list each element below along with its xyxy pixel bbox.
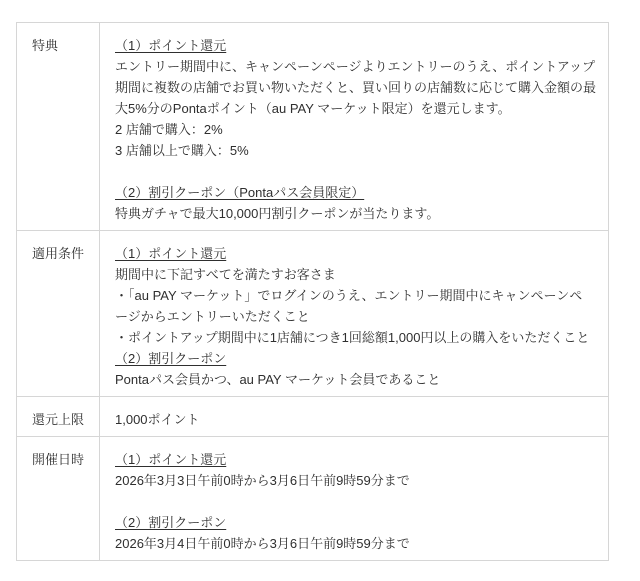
table-row-conditions [17, 231, 609, 397]
row-content-conditions [100, 231, 609, 397]
conditions-bullet-purchase-line: ・ポイントアップ期間中に1店舗につき1回総額1,000円以上の購入をいただくこと [115, 330, 590, 345]
benefits-coupon-heading: （2）割引クーポン（Pontaパス会員限定） [115, 185, 365, 200]
row-content-benefits [100, 23, 609, 231]
row-header-benefits: 特典 [17, 23, 100, 231]
schedule-coupon-period: 2026年3月4日午前0時から3月6日午前9時59分まで [115, 536, 410, 551]
conditions-desc-line: 期間中に下記すべてを満たすお客さま [115, 267, 336, 282]
row-header-conditions: 適用条件 [17, 231, 100, 397]
schedule-point-reward-period: 2026年3月3日午前0時から3月6日午前9時59分まで [115, 473, 410, 488]
benefits-coupon-desc: 特典ガチャで最大10,000円割引クーポンが当たります。 [115, 206, 440, 221]
blank-line [115, 161, 600, 182]
benefits-rate-3-stores: 3 店舗以上で購入：5% [115, 143, 249, 158]
row-content-reward-limit [100, 397, 609, 437]
table-row-schedule [17, 437, 609, 561]
benefits-rate-2-stores: 2 店舗で購入：2% [115, 122, 223, 137]
benefits-desc-line: 期間に複数の店舗でお買い物いただくと、買い回りの店舗数に応じて購入金額の最 [115, 80, 597, 95]
conditions-bullet-entry-line: ージからエントリーいただくこと [115, 309, 310, 324]
conditions-coupon-heading: （2）割引クーポン [115, 351, 227, 366]
schedule-coupon-heading: （2）割引クーポン [115, 515, 227, 530]
benefits-point-reward-heading: （1）ポイント還元 [115, 38, 227, 53]
campaign-terms-table [16, 22, 609, 561]
conditions-coupon-desc: Pontaパス会員かつ、au PAY マーケット会員であること [115, 372, 441, 387]
blank-line [115, 491, 600, 512]
benefits-desc-line: エントリー期間中に、キャンペーンページよりエントリーのうえ、ポイントアップ [115, 59, 595, 74]
row-content-schedule [100, 437, 609, 561]
benefits-desc-line: 大5%分のPontaポイント（au PAY マーケット限定）を還元します。 [115, 101, 511, 116]
conditions-bullet-entry-line: ・「au PAY マーケット」でログインのうえ、エントリー期間中にキャンペーンペ [115, 288, 583, 303]
table-row-reward-limit [17, 397, 609, 437]
conditions-point-reward-heading: （1）ポイント還元 [115, 246, 227, 261]
reward-limit-value: 1,000ポイント [115, 412, 200, 427]
table-row-benefits [17, 23, 609, 231]
row-header-schedule: 開催日時 [17, 437, 100, 561]
row-header-reward-limit: 還元上限 [17, 397, 100, 437]
schedule-point-reward-heading: （1）ポイント還元 [115, 452, 227, 467]
